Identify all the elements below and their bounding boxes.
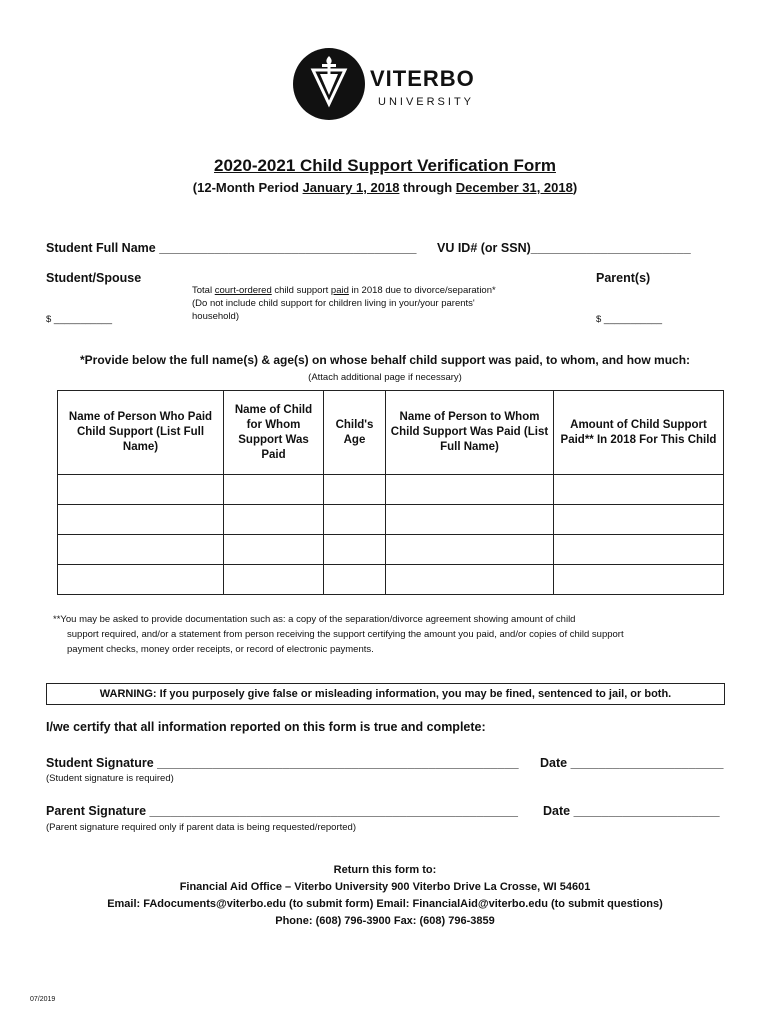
header-child-age: Child's Age <box>324 391 386 475</box>
cell-recipient-name[interactable] <box>386 505 554 535</box>
student-spouse-label: Student/Spouse <box>46 271 142 285</box>
documentation-note-line1: **You may be asked to provide documentation such as: a copy of the separation/divorce agreement showing amount of child <box>53 614 576 625</box>
parents-label: Parent(s) <box>596 271 651 285</box>
cell-child-name[interactable] <box>224 475 324 505</box>
student-amount-field[interactable]: $ ___________ <box>46 314 113 325</box>
subtitle-suffix: ) <box>572 180 578 195</box>
documentation-note-line3: payment checks, money order receipts, or record of electronic payments. <box>67 644 374 655</box>
attach-note: (Attach additional page if necessary) <box>308 372 462 383</box>
cell-payer-name[interactable] <box>58 565 224 595</box>
header-recipient-name: Name of Person to Whom Child Support Was Paid (List Full Name) <box>386 391 554 475</box>
logo-subname: UNIVERSITY <box>378 96 475 108</box>
cell-payer-name[interactable] <box>58 475 224 505</box>
logo-name: VITERBO <box>370 66 475 91</box>
student-date-field[interactable]: Date ______________________ <box>540 756 724 770</box>
parent-amount-field[interactable]: $ ___________ <box>596 314 663 325</box>
cell-child-name[interactable] <box>224 505 324 535</box>
cell-recipient-name[interactable] <box>386 535 554 565</box>
cell-recipient-name[interactable] <box>386 565 554 595</box>
student-signature-field[interactable]: Student Signature ____________________________________________________ <box>46 756 519 770</box>
cell-amount-paid[interactable] <box>554 505 724 535</box>
table-row <box>58 505 724 535</box>
subtitle-prefix: (12-Month Period <box>192 180 303 195</box>
page-title: 2020-2021 Child Support Verification Form <box>214 156 556 175</box>
cell-child-age[interactable] <box>324 475 386 505</box>
header-amount-paid: Amount of Child Support Paid** In 2018 For This Child <box>554 391 724 475</box>
vu-id-field[interactable]: VU ID# (or SSN)_______________________ <box>437 241 691 255</box>
parent-signature-field[interactable]: Parent Signature _____________________________________________________ <box>46 804 518 818</box>
subtitle-end: December 31, 2018 <box>455 180 573 195</box>
table-row <box>58 565 724 595</box>
parent-signature-note: (Parent signature required only if parent data is being requested/reported) <box>46 822 356 833</box>
table-header-row <box>58 391 724 475</box>
cell-child-age[interactable] <box>324 505 386 535</box>
cell-child-name[interactable] <box>224 535 324 565</box>
student-name-field[interactable]: Student Full Name _____________________________________ <box>46 241 417 255</box>
university-seal-icon <box>293 48 365 120</box>
return-phone: Phone: (608) 796-3900 Fax: (608) 796-3859 <box>275 915 495 927</box>
header-payer-name: Name of Person Who Paid Child Support (List Full Name) <box>58 391 224 475</box>
cell-amount-paid[interactable] <box>554 565 724 595</box>
total-note-line1: Total court-ordered child support paid in 2018 due to divorce/separation* <box>192 285 496 296</box>
revision-date: 07/2019 <box>30 996 56 1003</box>
table-row <box>58 475 724 505</box>
cell-amount-paid[interactable] <box>554 475 724 505</box>
cell-payer-name[interactable] <box>58 535 224 565</box>
cell-amount-paid[interactable] <box>554 535 724 565</box>
documentation-note-line2: support required, and/or a statement from person receiving the support certifying the amount you paid, and/or copies of child support <box>67 629 624 640</box>
return-address: Financial Aid Office – Viterbo University 900 Viterbo Drive La Crosse, WI 54601 <box>179 881 591 893</box>
cell-child-age[interactable] <box>324 535 386 565</box>
warning-box: WARNING: If you purposely give false or misleading information, you may be fined, sentenced to jail, or both. <box>46 683 725 705</box>
certify-statement: I/we certify that all information reported on this form is true and complete: <box>46 720 486 734</box>
total-note <box>192 284 572 323</box>
table-row <box>58 535 724 565</box>
header-child-name: Name of Child for Whom Support Was Paid <box>224 391 324 475</box>
cell-recipient-name[interactable] <box>386 475 554 505</box>
page-subtitle <box>0 180 770 195</box>
total-note-line3: household) <box>192 311 240 322</box>
cell-child-name[interactable] <box>224 565 324 595</box>
return-emails: Email: FAdocuments@viterbo.edu (to submit form) Email: FinancialAid@viterbo.edu (to submit questions) <box>107 898 663 910</box>
cell-child-age[interactable] <box>324 565 386 595</box>
student-signature-note: (Student signature is required) <box>46 773 174 784</box>
total-note-line2: (Do not include child support for children living in your/your parents' <box>192 298 475 309</box>
parent-date-field[interactable]: Date _____________________ <box>543 804 720 818</box>
cell-payer-name[interactable] <box>58 505 224 535</box>
child-support-table <box>57 390 724 595</box>
subtitle-start: January 1, 2018 <box>302 180 400 195</box>
return-heading: Return this form to: <box>333 864 437 876</box>
subtitle-mid: through <box>399 180 456 195</box>
provide-instruction: *Provide below the full name(s) & age(s) on whose behalf child support was paid, to whom, and how much: <box>79 353 691 367</box>
documentation-note <box>53 612 733 657</box>
